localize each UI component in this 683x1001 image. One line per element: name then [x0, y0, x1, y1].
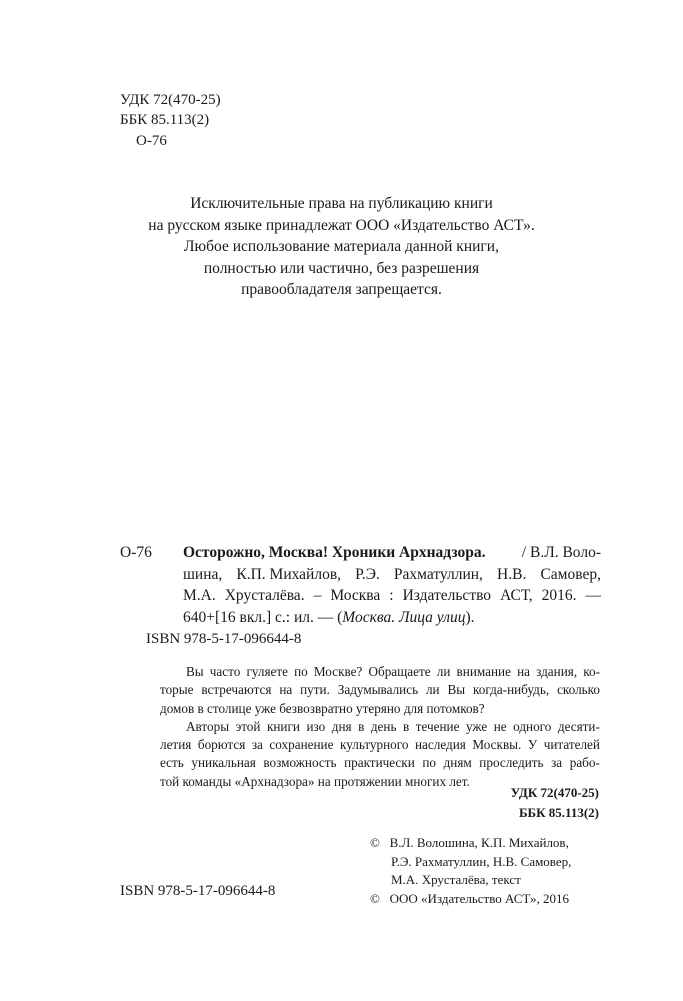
word: культурного	[340, 737, 409, 753]
rights-line: Любое использование материала данной книги,	[184, 238, 499, 255]
word: проследить	[479, 755, 544, 771]
word: летия	[160, 737, 192, 753]
catalog-line-1	[183, 542, 601, 564]
rights-line: полностью или частично, без разрешения	[203, 259, 480, 277]
word: внимание	[456, 664, 511, 679]
word: Вы	[447, 682, 466, 698]
book-title: Осторожно, Москва! Хроники Архнадзора.	[183, 544, 486, 561]
annotation-line	[160, 736, 600, 754]
word: Москва	[330, 587, 381, 604]
copyright-block	[370, 834, 571, 908]
word: Обращаете	[368, 664, 431, 679]
copyright-authors-line	[370, 834, 571, 853]
catalog-pages: 640+[16 вкл.] с.: ил. — (	[183, 608, 343, 626]
word: Москвы.	[472, 737, 522, 753]
word: Авторы	[186, 718, 230, 734]
udk-code-bottom: УДК 72(470-25)	[510, 785, 599, 800]
word: К.П. Михайлов,	[236, 565, 342, 583]
series-name: Москва. Лица улиц	[342, 608, 466, 626]
word: Р.Э.	[355, 565, 380, 583]
catalog-line-3	[183, 585, 601, 607]
copyright-publisher-line	[370, 890, 571, 909]
annotation-line: той команды «Архнадзора» на протяжении многих лет.	[160, 773, 470, 789]
word: рабо-	[569, 755, 600, 771]
copyright-authors-line: Р.Э. Рахматуллин, Н.В. Самовер,	[391, 853, 572, 869]
word: Самовер,	[540, 565, 601, 583]
word: одного	[513, 718, 552, 734]
word: в	[402, 718, 410, 734]
word: АСТ,	[500, 587, 533, 604]
rights-line: Исключительные права на публикацию книги	[190, 195, 493, 212]
word: день	[370, 718, 397, 734]
word: по	[294, 664, 308, 679]
rights-line: правообладателя запрещается.	[241, 281, 442, 298]
annotation	[160, 663, 600, 791]
word: борются	[197, 737, 246, 753]
word: Издательство	[402, 587, 492, 604]
word: на	[279, 682, 293, 698]
copyright-authors-line: М.А. Хрусталёва, текст	[391, 872, 521, 887]
word: есть	[160, 755, 184, 771]
word: сколько	[557, 682, 600, 698]
word: У	[527, 737, 538, 753]
word: возможность	[263, 755, 337, 771]
annotation-line	[160, 718, 600, 736]
word: пути.	[300, 682, 330, 698]
word: :	[389, 587, 394, 604]
word: шина,	[183, 565, 223, 583]
word: Задумывались	[337, 682, 419, 698]
word: за	[251, 737, 263, 753]
udk-code: УДК 72(470-25)	[120, 92, 221, 108]
catalog-line-2	[183, 564, 601, 586]
word: М.А.	[183, 587, 216, 604]
word: этой	[235, 718, 261, 734]
word: Рахматуллин,	[393, 565, 483, 583]
word: в	[358, 718, 365, 734]
rights-notice	[0, 193, 683, 301]
annotation-line	[160, 754, 600, 772]
word: на	[517, 664, 530, 679]
annotation-line	[160, 663, 600, 681]
word: ли	[436, 664, 451, 679]
word: Хрусталёва.	[224, 587, 305, 604]
word: изо	[306, 718, 326, 734]
catalog-mark: О-76	[120, 544, 152, 561]
copyright-symbol: ©	[370, 890, 380, 906]
word: книги	[266, 718, 300, 734]
word: сохранение	[269, 737, 334, 753]
annotation-line	[160, 681, 600, 699]
word: по	[422, 755, 436, 771]
word: наследия	[414, 737, 466, 753]
word: Н.В.	[497, 565, 527, 583]
word: торые	[160, 682, 194, 698]
word: когда-нибудь,	[473, 682, 550, 698]
word: 2016.	[541, 587, 577, 604]
word: практически	[344, 755, 415, 771]
word: дня	[331, 718, 352, 734]
copyright-publisher: ООО «Издательство АСТ», 2016	[389, 890, 570, 906]
word: читателей	[543, 737, 600, 753]
annotation-line: домов в столице уже безвозвратно утеряно для потомков?	[160, 700, 485, 716]
catalog-authors-start: / В.Л. Воло-	[521, 544, 601, 561]
copyright-symbol: ©	[370, 835, 380, 850]
word: Москве?	[313, 664, 363, 679]
word: Вы	[186, 664, 204, 679]
catalog-entry	[183, 542, 601, 628]
isbn-bottom: ISBN 978-5-17-096644-8	[120, 883, 276, 899]
word: уже	[465, 718, 488, 734]
word: дням	[443, 755, 472, 771]
copyright-authors: В.Л. Волошина, К.П. Михайлов,	[389, 835, 569, 850]
word: –	[313, 587, 322, 604]
word: —	[585, 587, 601, 604]
rights-line: на русском языке принадлежат ООО «Издательство АСТ».	[148, 216, 535, 234]
author-mark: О-76	[136, 133, 167, 149]
word: за	[551, 755, 563, 771]
bbk-code-bottom: ББК 85.113(2)	[518, 805, 599, 820]
word: десяти-	[557, 718, 600, 734]
catalog-line-4	[183, 607, 601, 629]
word: ли	[425, 682, 440, 698]
bbk-code: ББК 85.113(2)	[120, 112, 210, 128]
catalog-close: ).	[465, 608, 475, 626]
word: часто	[209, 664, 241, 679]
isbn-main: ISBN 978-5-17-096644-8	[146, 631, 302, 647]
word: гуляете	[246, 664, 288, 679]
word: не	[493, 718, 507, 734]
word: здания,	[536, 664, 578, 679]
word: встречаются	[201, 682, 272, 698]
word: ко-	[583, 664, 600, 679]
word: течение	[415, 718, 460, 734]
word: уникальная	[191, 755, 256, 771]
